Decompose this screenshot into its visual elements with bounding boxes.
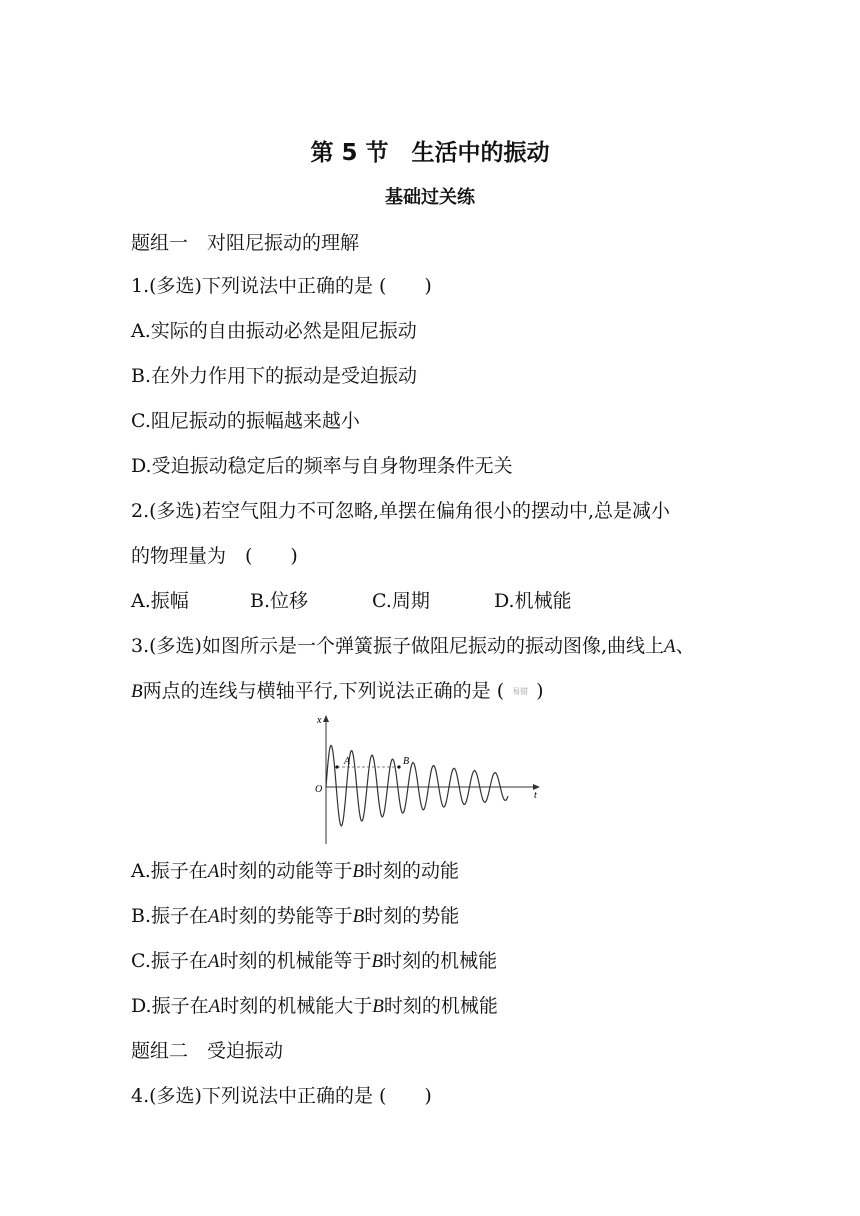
question-3-stem-line-2: B两点的连线与横轴平行,下列说法正确的是 ( 易错 ): [131, 680, 544, 702]
y-axis-arrow: [323, 715, 329, 722]
question-2-option-a: A.振幅: [131, 590, 189, 612]
question-3-option-c: C.振子在A时刻的机械能等于B时刻的机械能: [131, 950, 498, 972]
question-2-stem-line-2: 的物理量为 ( ): [131, 545, 298, 567]
question-2-stem-line-1: 2.(多选)若空气阻力不可忽略,单摆在偏角很小的摆动中,总是减小: [131, 500, 671, 522]
question-4-stem: 4.(多选)下列说法中正确的是 ( ): [131, 1085, 432, 1107]
watermark-stamp: 易错: [512, 687, 529, 696]
question-3-option-b: B.振子在A时刻的势能等于B时刻的势能: [131, 905, 460, 927]
section-title: 第 5 节 生活中的振动: [310, 140, 550, 166]
damped-oscillation-figure: [312, 712, 544, 848]
damped-wave-curve: [326, 745, 508, 826]
question-2-option-c: C.周期: [372, 590, 430, 612]
y-axis-label: x: [317, 715, 322, 726]
question-3-option-d: D.振子在A时刻的机械能大于B时刻的机械能: [131, 995, 498, 1017]
question-2-option-d: D.机械能: [494, 590, 572, 612]
question-3-stem-line-1: 3.(多选)如图所示是一个弹簧振子做阻尼振动的振动图像,曲线上A、: [131, 635, 695, 657]
question-1-option-d: D.受迫振动稳定后的频率与自身物理条件无关: [131, 455, 513, 477]
point-a-label: A: [344, 756, 351, 767]
point-b: [397, 765, 400, 768]
question-1-stem: 1.(多选)下列说法中正确的是 ( ): [131, 275, 432, 297]
question-1-option-c: C.阻尼振动的振幅越来越小: [131, 410, 360, 432]
point-b-label: B: [403, 756, 410, 767]
point-a: [335, 765, 338, 768]
question-1-option-b: B.在外力作用下的振动是受迫振动: [131, 365, 418, 387]
question-2-option-b: B.位移: [250, 590, 309, 612]
question-3-option-a: A.振子在A时刻的动能等于B时刻的动能: [131, 860, 460, 882]
question-group-2-heading: 题组二 受迫振动: [131, 1040, 284, 1062]
question-1-option-a: A.实际的自由振动必然是阻尼振动: [131, 320, 417, 342]
section-subtitle: 基础过关练: [385, 187, 475, 208]
x-axis-label: t: [534, 790, 537, 801]
question-group-1-heading: 题组一 对阻尼振动的理解: [131, 232, 360, 254]
origin-label: O: [315, 784, 323, 795]
